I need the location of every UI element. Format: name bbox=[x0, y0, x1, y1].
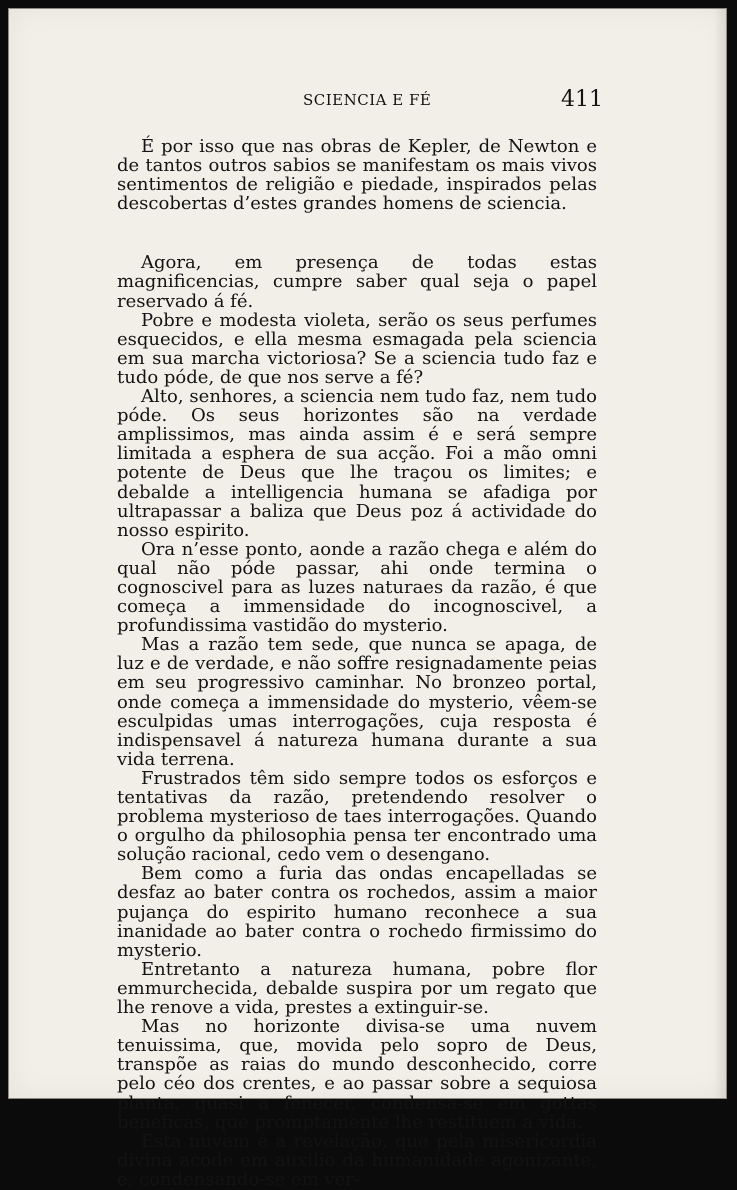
paragraph-1: É por isso que nas obras de Kepler, de Newton e de tantos outros sabios se manifestam os mais vivos sentimentos de religião e piedade, inspirados pelas descobertas d’estes grandes homens de sciencia. bbox=[117, 136, 597, 215]
paragraph-8: Bem como a furia das ondas encapelladas se desfaz ao bater contra os rochedos, assim a maior pujança do espirito humano reconhece a sua inanidade ao bater contra o rochedo firmissimo do mysterio. bbox=[117, 863, 597, 961]
running-head: SCIENCIA E FÉ bbox=[303, 91, 432, 109]
paragraph-5: Ora n’esse ponto, aonde a razão chega e além do qual não póde passar, ahi onde termina o cognoscivel para as luzes naturaes da razão, é que começa a immensidade do incognoscivel, a profundissima vastidão do mysterio. bbox=[117, 538, 597, 637]
document-page bbox=[8, 8, 727, 1190]
page-number: 411 bbox=[561, 87, 603, 112]
paragraph-6: Mas a razão tem sede, que nunca se apaga, de luz e de verdade, e não soffre resignadamente peias em seu progressivo caminhar. No bronzeo portal, onde começa a immensidade do mysterio, vêem-se esculpidas umas interrogações, cuja resposta é indispensavel á natureza humana durante a sua vida terrena. bbox=[117, 634, 597, 770]
page-body bbox=[117, 137, 597, 1189]
paragraph-9: Entretanto a natureza humana, pobre flor emmurchecida, debalde suspira por um regato que lhe renove a vida, prestes a extinguir-se. bbox=[117, 958, 597, 1019]
paragraph-4: Alto, senhores, a sciencia nem tudo faz, nem tudo póde. Os seus horizontes são na verdade amplissimos, mas ainda assim é e será sempre limitada a esphera de sua acção. Foi a mão omni potente de Deus que lhe traçou os limites; e debalde a intelligencia humana se afadiga por ultrapassar a baliza que Deus poz á actividade do nosso espirito. bbox=[117, 386, 597, 541]
paragraph-10: Mas no horizonte divisa-se uma nuvem tenuissima, que, movida pelo sopro de Deus, transpõe as raias do mundo desconhecido, corre pelo céo dos crentes, e ao passar sobre a sequiosa planta, quasi a fenecer, condensa-se em gottas beneficas, que promptamente lhe restituem a vida. bbox=[117, 1016, 597, 1133]
paragraph-11: Esta nuvem é a revelação, que pela misericordia divina acode em auxilio da humanidade agonizante, e, condensando-se em ver- bbox=[117, 1130, 597, 1190]
paragraph-3: Pobre e modesta violeta, serão os seus perfumes esquecidos, e ella mesma esmagada pela sciencia em sua marcha victoriosa? Se a sciencia tudo faz e tudo póde, de que nos serve a fé? bbox=[117, 309, 597, 388]
paragraph-7: Frustrados têm sido sempre todos os esforços e tentativas da razão, pretendendo resolver o problema mysterioso de taes interrogações. Quando o orgulho da philosophia pensa ter encontrado uma solução racional, cedo vem o desengano. bbox=[117, 767, 597, 866]
page-header bbox=[9, 87, 726, 115]
paragraph-2: Agora, em presença de todas estas magnificencias, cumpre saber qual seja o papel reservado á fé. bbox=[117, 252, 597, 312]
